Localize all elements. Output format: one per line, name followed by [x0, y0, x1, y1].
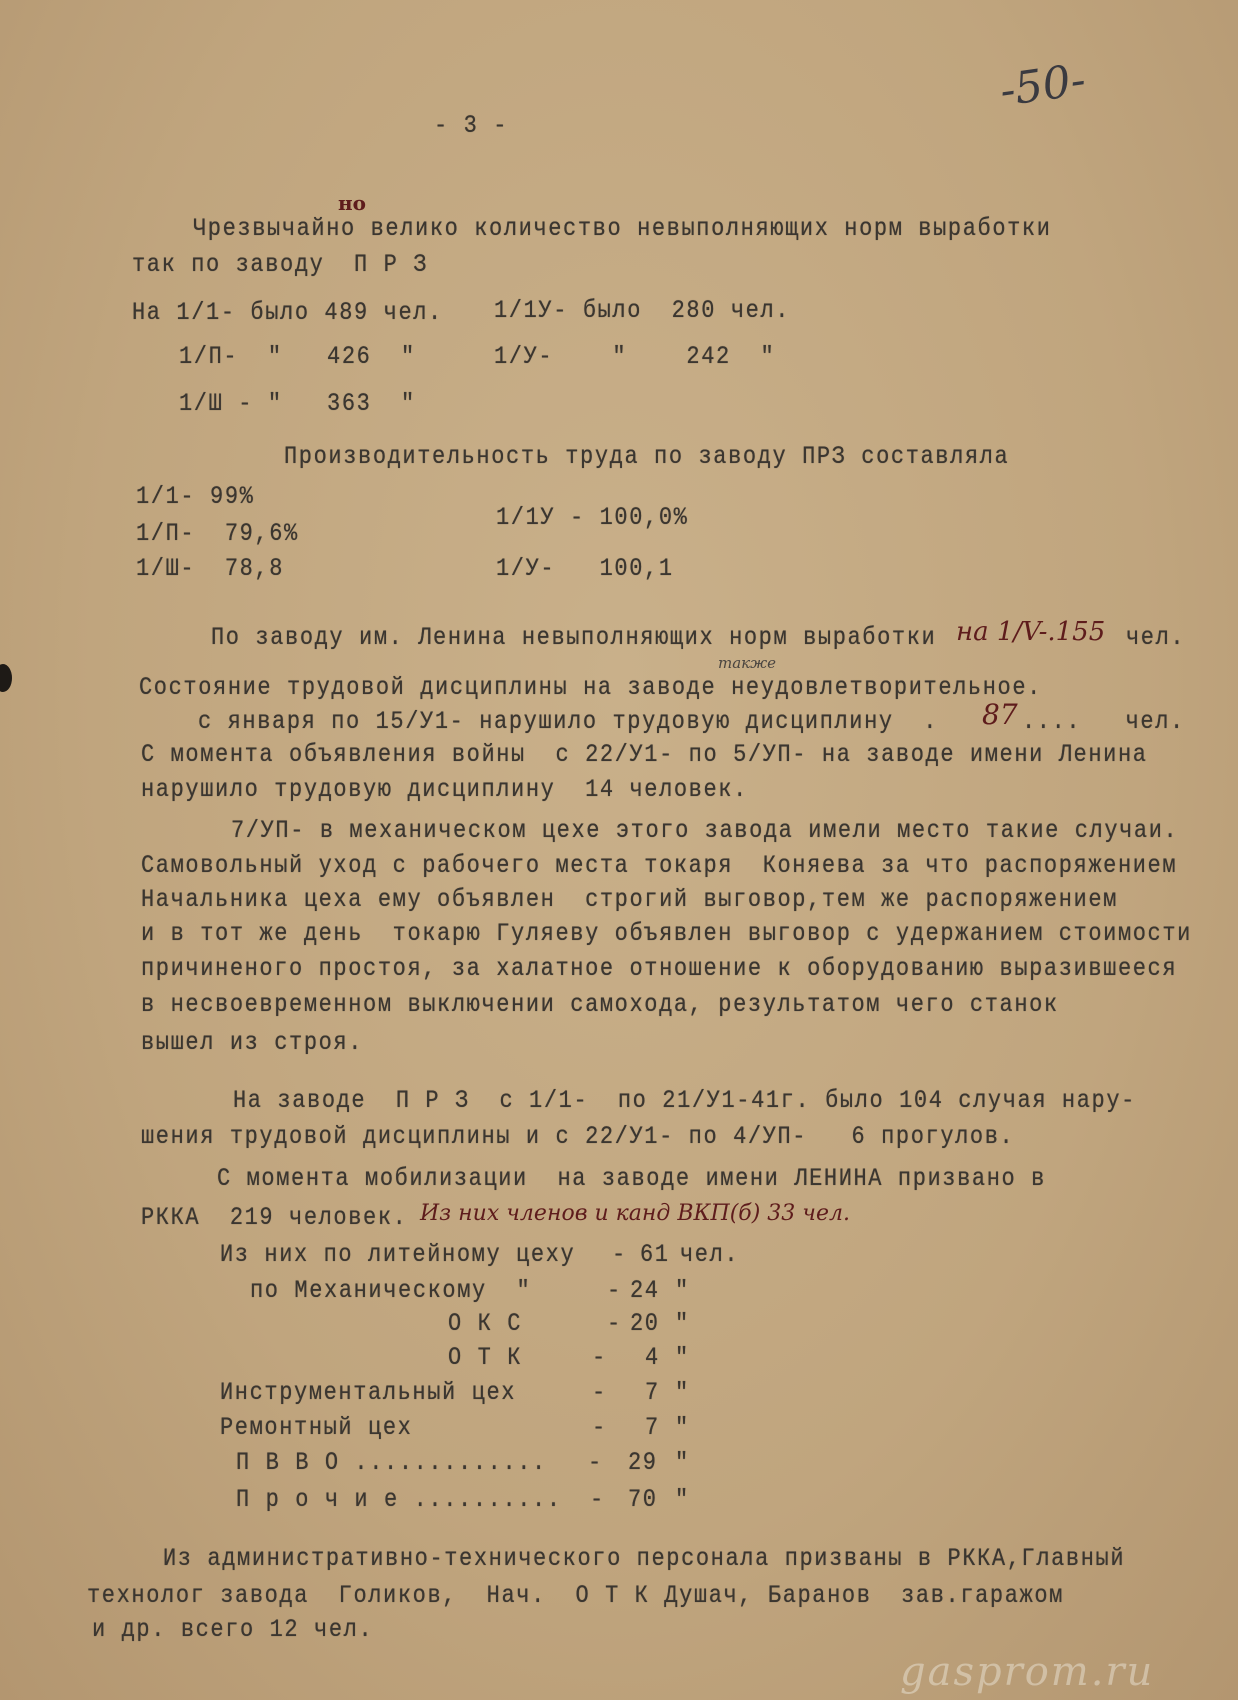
- list-item-dash: -: [592, 1379, 607, 1407]
- paragraph-line: Состояние трудовой дисциплины на заводе неудовлетворительное.: [139, 674, 1042, 702]
- list-item-value: 70: [628, 1486, 658, 1514]
- list-item-value: 4: [645, 1344, 660, 1372]
- handwritten-insert: 87: [982, 698, 1018, 731]
- list-item-unit: ": [675, 1449, 690, 1477]
- paragraph-line: нарушило трудовую дисциплину 14 человек.: [141, 776, 748, 804]
- list-item-label: О Т К: [448, 1344, 523, 1372]
- paragraph-line: причиненого простоя, за халатное отношение к оборудованию выразившееся: [141, 955, 1178, 983]
- paragraph-line: Начальника цеха ему объявлен строгий выговор,тем же распоряжением: [141, 886, 1118, 914]
- list-item-label: П р о ч и е ..........: [236, 1486, 562, 1514]
- list-item-dash: -: [607, 1277, 622, 1305]
- paragraph-line: На заводе П Р З с 1/1- по 21/У1-41г. было 104 случая нару-: [233, 1087, 1136, 1115]
- list-item-unit: ": [675, 1486, 690, 1514]
- paragraph-line: С момента мобилизации на заводе имени ЛЕНИНА призвано в: [217, 1165, 1046, 1193]
- list-item-dash: -: [590, 1486, 605, 1514]
- paragraph-line: и др. всего 12 чел.: [92, 1616, 374, 1644]
- list-item-value: 7: [645, 1379, 660, 1407]
- handwritten-insert: на 1/V-.155: [956, 617, 1106, 647]
- list-item-unit: ": [675, 1310, 690, 1338]
- list-item-value: 61: [640, 1241, 670, 1269]
- paragraph-line: так по заводу П Р З: [132, 251, 429, 279]
- page-number: - 3 -: [434, 112, 509, 140]
- paragraph-line: С момента объявления войны с 22/У1- по 5/УП- на заводе имени Ленина: [141, 741, 1148, 769]
- paragraph-line: Самовольный уход с рабочего места токаря Коняева за что распоряжением: [141, 852, 1178, 880]
- productivity-row: 1/1- 99%: [136, 483, 255, 511]
- paragraph-line: и в тот же день токарю Гуляеву объявлен выговор с удержанием стоимости: [141, 920, 1192, 948]
- binder-hole: [0, 664, 12, 692]
- productivity-row: 1/У- 100,1: [496, 555, 674, 583]
- productivity-row: 1/Ш- 78,8: [136, 555, 285, 583]
- paragraph-line: По заводу им. Ленина невыполняющих норм выработки: [211, 624, 937, 652]
- list-item-label: Из них по литейному цеху: [220, 1241, 576, 1269]
- list-item-dash: -: [588, 1449, 603, 1477]
- handwritten-note: Из них членов и канд ВКП(б) 33 чел.: [420, 1201, 850, 1226]
- count-row: На 1/1- было 489 чел.: [132, 299, 443, 327]
- productivity-row: 1/1У - 100,0%: [496, 504, 689, 532]
- paragraph-line: в несвоевременном выключении самохода, результатом чего станок: [141, 991, 1059, 1019]
- list-item-label: Инструментальный цех: [220, 1379, 517, 1407]
- watermark: gasprom.ru: [900, 1649, 1155, 1695]
- list-item-dash: -: [607, 1310, 622, 1338]
- list-item-label: Ремонтный цех: [220, 1414, 413, 1442]
- paragraph-line: вышел из строя.: [141, 1029, 364, 1057]
- count-row: 1/1У- было 280 чел.: [494, 297, 791, 325]
- list-item-unit: ": [675, 1414, 690, 1442]
- count-row: 1/Ш - " 363 ": [179, 390, 416, 418]
- paragraph-line: РККА 219 человек.: [141, 1204, 408, 1232]
- list-item-unit: ": [675, 1344, 690, 1372]
- paragraph-line: шения трудовой дисциплины и с 22/У1- по 4/УП- 6 прогулов.: [141, 1123, 1015, 1151]
- list-item-dash: -: [612, 1241, 627, 1269]
- productivity-row: 1/П- 79,6%: [136, 520, 299, 548]
- list-item-label: О К С: [448, 1310, 523, 1338]
- archive-sheet-number: -50-: [996, 54, 1089, 117]
- list-item-value: 29: [628, 1449, 658, 1477]
- paragraph-line: 7/УП- в механическом цехе этого завода имели место такие случаи.: [231, 817, 1179, 845]
- paragraph-line: чел.: [1126, 624, 1186, 652]
- count-row: 1/П- " 426 ": [179, 343, 416, 371]
- list-item-value: 20: [630, 1310, 660, 1338]
- count-row: 1/У- " 242 ": [494, 343, 776, 371]
- list-item-dash: -: [592, 1344, 607, 1372]
- list-item-dash: -: [592, 1414, 607, 1442]
- list-item-label: по Механическому ": [250, 1277, 532, 1305]
- paragraph-line: Чрезвычайно велико количество невыполняющих норм выработки: [193, 215, 1052, 243]
- list-item-value: 7: [645, 1414, 660, 1442]
- section-heading: Производительность труда по заводу ПРЗ составляла: [284, 443, 1010, 471]
- handwritten-insert: также: [718, 654, 777, 672]
- handwritten-correction: но: [338, 191, 366, 215]
- list-item-unit: ": [675, 1379, 690, 1407]
- paragraph-line: .... чел.: [1022, 708, 1185, 736]
- list-item-label: П В В О .............: [236, 1449, 547, 1477]
- list-item-unit: ": [675, 1277, 690, 1305]
- paragraph-line: технолог завода Голиков, Нач. О Т К Душач, Баранов зав.гаражом: [87, 1582, 1064, 1610]
- paragraph-line: Из административно-технического персонала призваны в РККА,Главный: [163, 1545, 1126, 1573]
- list-item-unit: чел.: [680, 1241, 740, 1269]
- paragraph-line: с января по 15/У1- нарушило трудовую дисциплину .: [198, 708, 939, 736]
- list-item-value: 24: [630, 1277, 660, 1305]
